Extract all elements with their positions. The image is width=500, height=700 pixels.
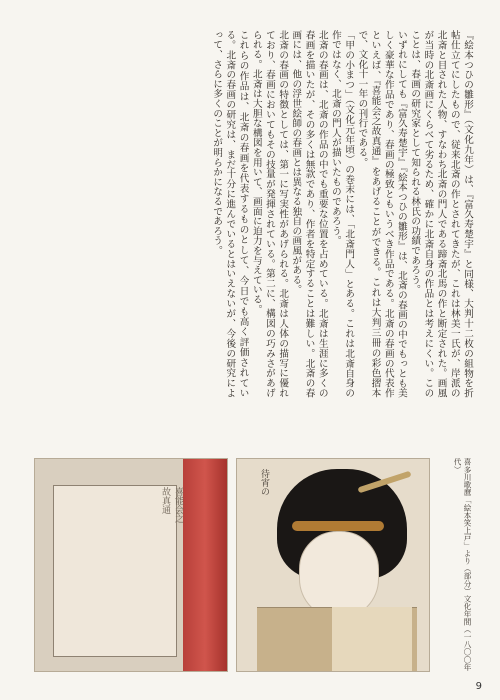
figure-area (34, 458, 472, 678)
paragraph: 『絵本つひの雛形』（文化九年）は、『富久寿楚宇』と同様、大判十二枚の組物を折帖仕立てにしたもので、従来北斎の作とされてきたが、これは林美一氏が、岸派の北斎と目された人物、すなわち北斎の門人である蹄斎北馬の作と断定された。画風が当時の北斎画にくらべて劣るため、確かに北斎自身の作品とは考えにくい。このことは、春画の研究家として知られる林氏の功績であろう。 (409, 30, 473, 398)
artwork-image-left (34, 458, 228, 672)
comb-shape (292, 521, 384, 531)
vertical-text-column (34, 30, 474, 398)
robe-collar-shape (332, 607, 412, 671)
paragraph: これらの作品は、北斎の春画を代表するものとして、今日でも高く評価されている。北斎の春画の研究は、まだ十分に進んでいるとはいえないが、今後の研究によって、さらに多くのことが明らかになるであろう。 (211, 30, 249, 398)
figure-caption: 喜多川歌麿「絵本笑上戸」より（部分）文化年間（一八〇〇年代） (453, 458, 472, 671)
paragraph: 北斎の春画の特徴としては、第一に写実性があげられる。北斎は人体の描写に優れており、春画においてもその技量が発揮されている。第二に、構図の巧みさがあげられる。北斎は大胆な構図を用いて、画面に迫力を与えている。 (250, 30, 289, 398)
paragraph: 「甲の小まつ」（文化元年頃）の巻末には、「北斎門人」とある。これは北斎自身の作ではなく、北斎の門人が描いたものであろう。 (329, 30, 355, 398)
right-inscription: 待宵の (259, 469, 269, 496)
left-inscription: 喜能会之故真通 (160, 487, 183, 523)
article-text (34, 30, 474, 398)
paragraph: 北斎の春画は、北斎の作品の中でも重要な位置を占めている。北斎は生涯に多くの春画を描いたが、その多くは無款であり、作者を特定することは難しい。北斎の春画には、他の浮世絵師の春画とは異なる独自の画風がある。 (290, 30, 328, 398)
red-curtain (183, 459, 227, 671)
face-shape (299, 531, 379, 619)
paragraph: いずれにしても『富久寿楚宇』『絵本つひの雛形』は、北斎の春画の中でもっとも美しく豪華な作品であり、春画の極致ともいうべき作品である。北斎の春画の代表作といえば、『喜能会之故真通』をあげることができる。これは大判三冊の彩色摺本で、文化十一年の刊行である。 (356, 30, 407, 398)
page-number: 9 (475, 681, 482, 692)
artwork-image-right (236, 458, 430, 672)
